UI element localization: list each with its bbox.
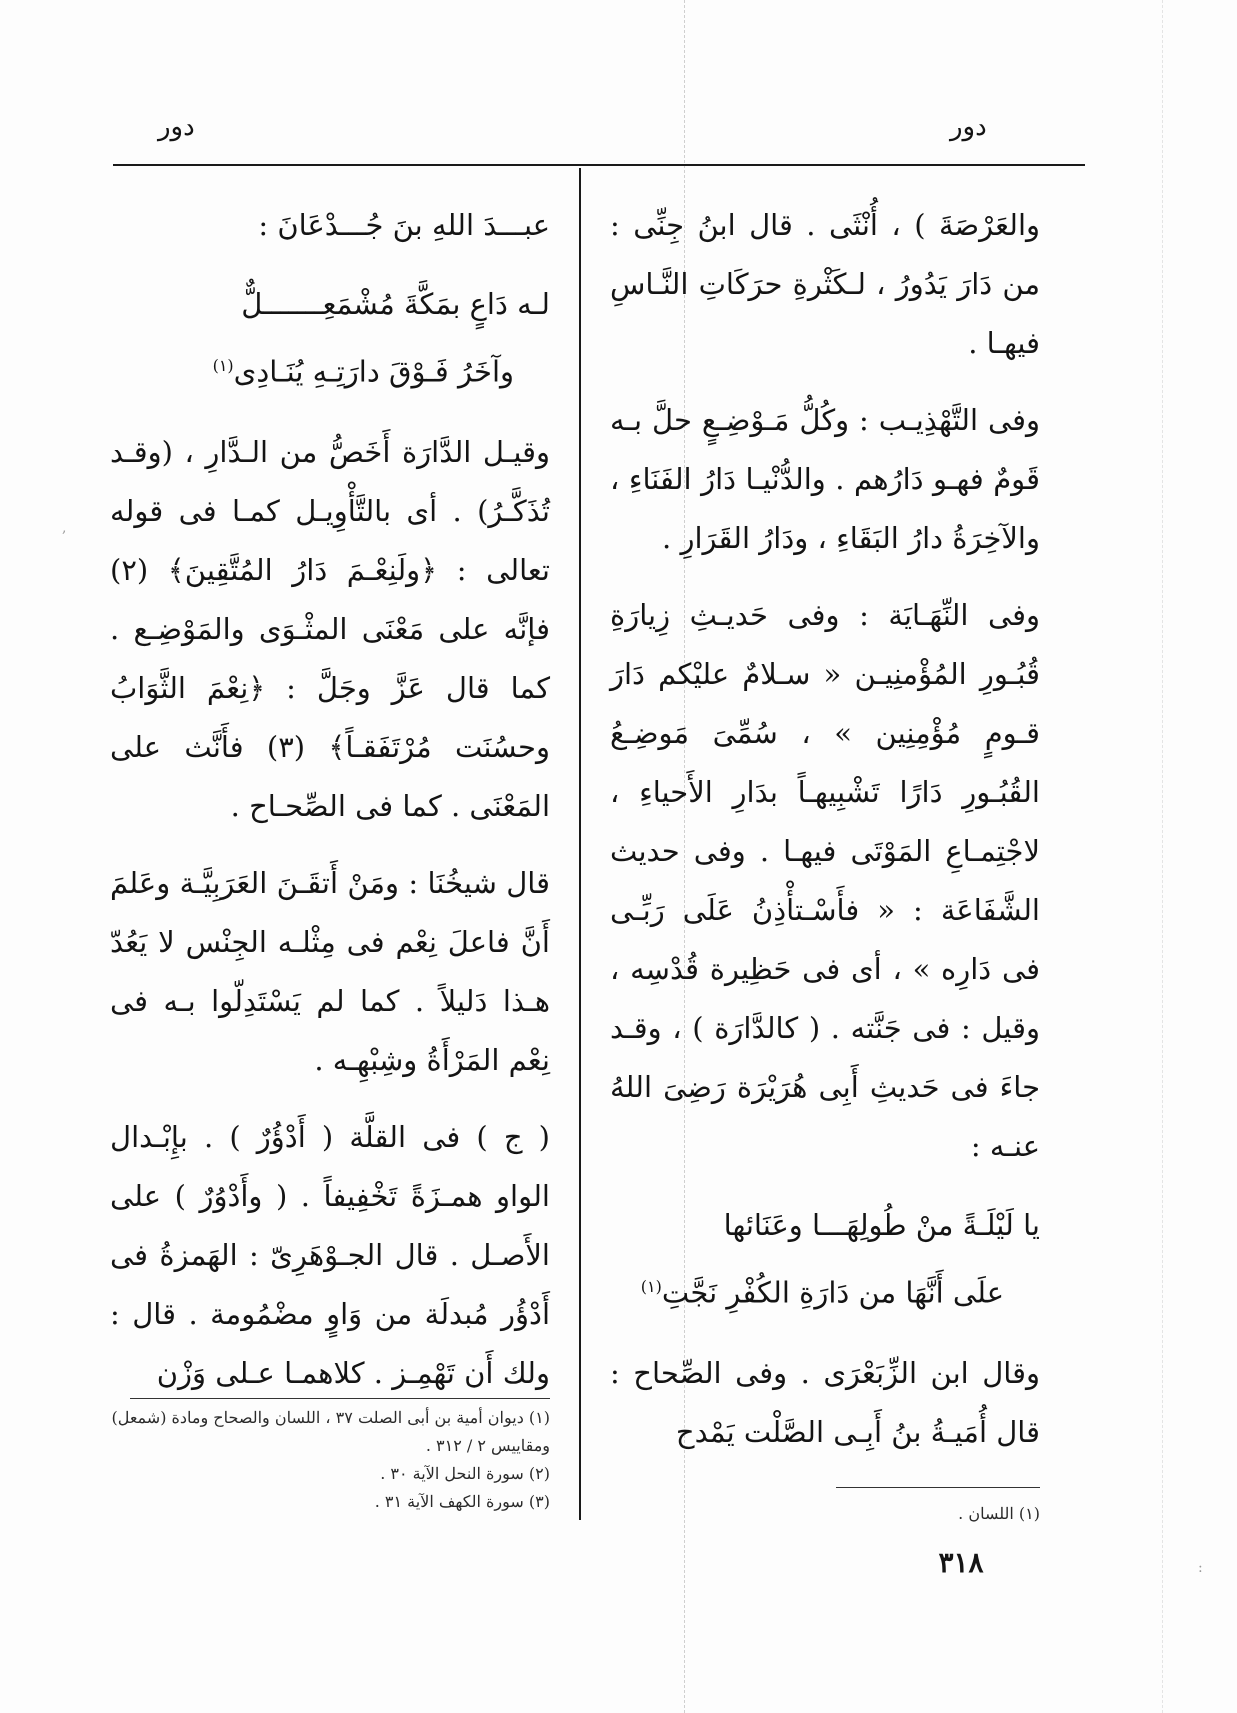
right-column bbox=[610, 196, 1040, 1480]
header-right-word: دور bbox=[950, 112, 987, 142]
left-poem-second-hemistich: وآخَرُ فَـوْقَ دارَتِـهِ يُنَـادِى bbox=[233, 354, 514, 389]
right-poem-first-hemistich: يا لَيْلَـةً منْ طُولِهَـــا وعَنَائها bbox=[723, 1208, 1040, 1242]
right-closing-paragraph: وقال ابن الزِّبَعْرَى . وفى الصِّحاح : قال أُمَيـةُ بنُ أَبِـى الصَّلْت يَمْدح bbox=[610, 1355, 1040, 1449]
left-paragraph-1: وقيـل الدَّارَة أَخَصُّ من الـدَّارِ ، (وقـد تُذَكَّـرُ) . أى بالتَّأْوِيـل كمـا فى قوله تعالى : ﴿ولَنِعْـمَ دَارُ المُتَّقِينَ﴾ (٢) فإنَّه على مَعْنَى المثْـوَى والمَوْضِـع . كما قال عَزَّ وجَلَّ : ﴿نِعْمَ الثَّوَابُ وحسُنَت مُرْتَفَقـاً﴾ (٣) فأَنَّث على المَعْنَى . كما فى الصِّحـاح . bbox=[110, 434, 550, 823]
left-poem-first-hemistich: لـه دَاعٍ بمَكَّةَ مُشْمَعِـــــــلٌّ bbox=[241, 287, 550, 321]
left-poem-footnote-marker: (١) bbox=[212, 356, 234, 375]
left-column bbox=[110, 196, 550, 1421]
margin-speck: : bbox=[1198, 1560, 1203, 1576]
right-footnote-rule bbox=[836, 1487, 1040, 1488]
left-intro-line: عبـــدَ اللهِ بنَ جُـــدْعَانَ : bbox=[258, 208, 550, 242]
right-poem-footnote-marker: (١) bbox=[640, 1277, 662, 1296]
margin-speck: , bbox=[62, 520, 67, 536]
header-rule bbox=[113, 164, 1085, 166]
left-footnotes bbox=[110, 1404, 550, 1516]
left-poem-second-hemistich-line bbox=[110, 335, 550, 403]
left-footnote-3: (٣) سورة الكهف الآية ٣١ . bbox=[374, 1492, 550, 1511]
right-footnotes bbox=[820, 1500, 1040, 1528]
right-paragraph-2: وفى التَّهْذِيـب : وكُلُّ مَـوْضِـعٍ حلَّ بـه قَومٌ فهـو دَارُهم . والدُّنْيـا دَارُ الفَنَاءِ ، والآخِرَةُ دارُ البَقَاءِ ، ودَارُ القَرَارِ . bbox=[610, 403, 1040, 555]
column-divider bbox=[579, 168, 581, 1520]
page-edge-line bbox=[1162, 0, 1163, 1713]
right-paragraph-3: وفى النِّهَـايَة : وفى حَديـثِ زِيارَةِ قُبُـورِ المُؤْمنِيـن « سـلامٌ عليْكم دَارَ قـومٍ مُؤْمِنِين » ، سُمِّىَ مَوضِـعُ القُبُـورِ دَارًا تَشْبِيهـاً بدَارِ الأَحياءِ ، لاجْتِمـاعِ المَوْتَى فيهـا . وفى حديث الشَّفَاعَة : « فأَسْـتأْذِنُ عَلَى رَبِّـى فى دَارِه » ، أى فى حَظِيرة قُدْسِه ، وقيل : فى جَنَّته . ( كالدَّارَة ) ، وقـد جاءَ فى حَديثِ أَبِى هُرَيْرَة رَضِىَ اللهُ عنـه : bbox=[610, 598, 1040, 1163]
right-poem-second-hemistich: علَى أَنَّهَا من دَارَةِ الكُفْرِ نَجَّتِ bbox=[661, 1275, 1004, 1310]
right-poem bbox=[610, 1194, 1040, 1324]
header-left-word: دور bbox=[158, 112, 195, 142]
right-paragraph-1: والعَرْصَةَ ) ، أُنْثَى . قال ابنُ جِنِّى : من دَارَ يَدُورُ ، لـكَثْرةِ حرَكَاتِ النَّـاسِ فيهـا . bbox=[610, 208, 1040, 360]
page-number: ٣١٨ bbox=[938, 1546, 984, 1579]
left-paragraph-3: ( ج ) فى القلَّة ( أَدْؤُرٌ ) . بإِبْـدال الواو همـزَةً تَخْفِيفاً . ( وأَدْوُرٌ ) على الأَصـل . قال الجـوْهَرِىّ : الهَمزةُ فى أَدْؤُر مُبدلَة من وَاوٍ مضْمُومة . قال : ولك أَن تَهْمِـز . كلاهمـا عـلى وَزْن bbox=[110, 1119, 550, 1390]
left-footnote-2: (٢) سورة النحل الآية ٣٠ . bbox=[380, 1464, 550, 1483]
left-footnote-rule bbox=[130, 1398, 550, 1399]
right-footnote-1: (١) اللسان . bbox=[958, 1504, 1040, 1523]
left-footnote-1: (١) ديوان أمية بن أبى الصلت ٣٧ ، اللسان والصحاح ومادة (شمعل) ومقاييس ٢ / ٣١٢ . bbox=[111, 1408, 550, 1455]
right-poem-second-hemistich-line bbox=[610, 1256, 1040, 1324]
left-paragraph-2: قال شيخُنَا : ومَنْ أَتقَـنَ العَرَبِيَّـة وعَلمَ أَنَّ فاعلَ نِعْم فى مِثْلـه الجِنْس لا يَعُدّ هـذا دَليلاً . كما لم يَسْتَدِلّوا بـه فى نِعْم المَرْأَةُ وشِبْهِـه . bbox=[110, 865, 550, 1077]
left-poem bbox=[110, 273, 550, 403]
